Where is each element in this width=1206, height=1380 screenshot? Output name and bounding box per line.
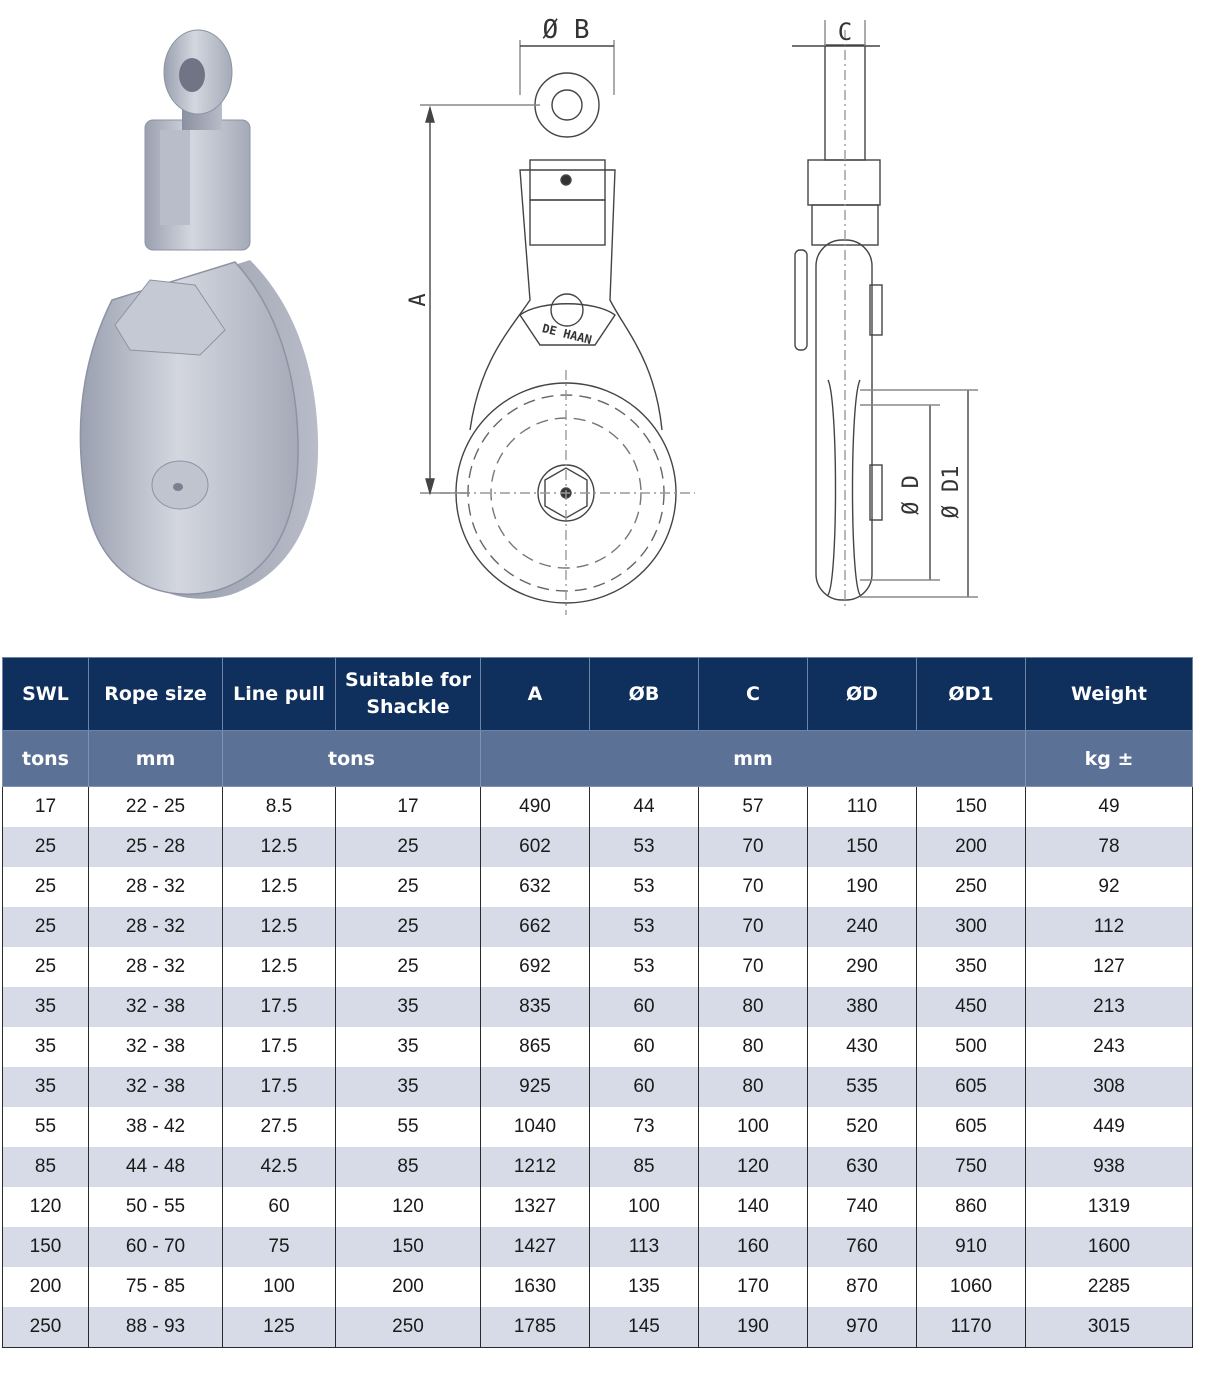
cell-line-pull: 17.5 (223, 987, 336, 1027)
cell-line-pull: 60 (223, 1187, 336, 1227)
cell-swl: 25 (3, 827, 89, 867)
cell-c: 100 (699, 1107, 808, 1147)
cell-swl: 35 (3, 987, 89, 1027)
cell-swl: 120 (3, 1187, 89, 1227)
cell-a: 835 (481, 987, 590, 1027)
cell-line-pull: 27.5 (223, 1107, 336, 1147)
cell-a: 1327 (481, 1187, 590, 1227)
table-row (3, 987, 1193, 1027)
cell-line-pull: 17.5 (223, 1027, 336, 1067)
cell-b: 85 (590, 1147, 699, 1187)
cell-d1: 150 (917, 787, 1026, 828)
cell-swl: 200 (3, 1267, 89, 1307)
cell-d1: 250 (917, 867, 1026, 907)
cell-d1: 200 (917, 827, 1026, 867)
cell-suitable-shackle: 25 (336, 827, 481, 867)
cell-rope-size: 38 - 42 (89, 1107, 223, 1147)
cell-b: 113 (590, 1227, 699, 1267)
specification-table (2, 657, 1193, 1348)
snatch-block-render (80, 30, 318, 599)
cell-weight: 92 (1026, 867, 1193, 907)
cell-c: 70 (699, 907, 808, 947)
cell-c: 80 (699, 1067, 808, 1107)
cell-rope-size: 28 - 32 (89, 867, 223, 907)
cell-a: 1785 (481, 1307, 590, 1348)
table-row (3, 1027, 1193, 1067)
dimension-label-d: Ø D (899, 475, 924, 515)
cell-a: 1427 (481, 1227, 590, 1267)
cell-suitable-shackle: 25 (336, 867, 481, 907)
cell-c: 140 (699, 1187, 808, 1227)
cell-c: 70 (699, 867, 808, 907)
cell-weight: 449 (1026, 1107, 1193, 1147)
cell-suitable-shackle: 17 (336, 787, 481, 828)
cell-weight: 1600 (1026, 1227, 1193, 1267)
cell-a: 490 (481, 787, 590, 828)
cell-c: 70 (699, 947, 808, 987)
cell-suitable-shackle: 25 (336, 907, 481, 947)
cell-rope-size: 44 - 48 (89, 1147, 223, 1187)
cell-weight: 2285 (1026, 1267, 1193, 1307)
cell-swl: 25 (3, 947, 89, 987)
cell-rope-size: 28 - 32 (89, 907, 223, 947)
table-row (3, 1067, 1193, 1107)
cell-d: 535 (808, 1067, 917, 1107)
cell-d1: 910 (917, 1227, 1026, 1267)
cell-weight: 49 (1026, 787, 1193, 828)
cell-swl: 55 (3, 1107, 89, 1147)
cell-d: 740 (808, 1187, 917, 1227)
cell-d: 150 (808, 827, 917, 867)
cell-line-pull: 12.5 (223, 907, 336, 947)
cell-d1: 450 (917, 987, 1026, 1027)
cell-c: 80 (699, 987, 808, 1027)
table-row (3, 1147, 1193, 1187)
cell-rope-size: 50 - 55 (89, 1187, 223, 1227)
table-row (3, 907, 1193, 947)
cell-a: 1630 (481, 1267, 590, 1307)
table-row (3, 1227, 1193, 1267)
cell-suitable-shackle: 150 (336, 1227, 481, 1267)
cell-d1: 860 (917, 1187, 1026, 1227)
cell-rope-size: 22 - 25 (89, 787, 223, 828)
cell-b: 145 (590, 1307, 699, 1348)
col-rope-size: Rope size (89, 658, 223, 731)
cell-d1: 350 (917, 947, 1026, 987)
product-drawings (0, 0, 1206, 640)
table-row (3, 867, 1193, 907)
cell-suitable-shackle: 55 (336, 1107, 481, 1147)
cell-suitable-shackle: 35 (336, 987, 481, 1027)
cell-d1: 1060 (917, 1267, 1026, 1307)
cell-b: 60 (590, 987, 699, 1027)
col-c: C (699, 658, 808, 731)
table-row (3, 947, 1193, 987)
col-d1: ØD1 (917, 658, 1026, 731)
cell-b: 53 (590, 907, 699, 947)
table-row (3, 827, 1193, 867)
cell-line-pull: 100 (223, 1267, 336, 1307)
cell-d: 870 (808, 1267, 917, 1307)
table-row (3, 1107, 1193, 1147)
cell-b: 100 (590, 1187, 699, 1227)
unit-rope-size: mm (89, 731, 223, 787)
cell-weight: 1319 (1026, 1187, 1193, 1227)
cell-a: 662 (481, 907, 590, 947)
cell-line-pull: 75 (223, 1227, 336, 1267)
cell-a: 1212 (481, 1147, 590, 1187)
cell-d1: 500 (917, 1027, 1026, 1067)
cell-a: 865 (481, 1027, 590, 1067)
cell-swl: 85 (3, 1147, 89, 1187)
cell-a: 692 (481, 947, 590, 987)
cell-line-pull: 12.5 (223, 947, 336, 987)
cell-c: 160 (699, 1227, 808, 1267)
unit-swl: tons (3, 731, 89, 787)
cell-suitable-shackle: 35 (336, 1067, 481, 1107)
cell-weight: 938 (1026, 1147, 1193, 1187)
cell-c: 80 (699, 1027, 808, 1067)
table-row (3, 1267, 1193, 1307)
table-row (3, 1187, 1193, 1227)
cell-b: 60 (590, 1067, 699, 1107)
cell-suitable-shackle: 85 (336, 1147, 481, 1187)
cell-suitable-shackle: 120 (336, 1187, 481, 1227)
cell-c: 120 (699, 1147, 808, 1187)
cell-b: 53 (590, 867, 699, 907)
cell-weight: 127 (1026, 947, 1193, 987)
cell-swl: 25 (3, 907, 89, 947)
cell-swl: 35 (3, 1067, 89, 1107)
cell-weight: 308 (1026, 1067, 1193, 1107)
cell-rope-size: 75 - 85 (89, 1267, 223, 1307)
cell-d: 290 (808, 947, 917, 987)
cell-swl: 17 (3, 787, 89, 828)
cell-d1: 750 (917, 1147, 1026, 1187)
cell-a: 602 (481, 827, 590, 867)
cell-d1: 605 (917, 1107, 1026, 1147)
cell-b: 60 (590, 1027, 699, 1067)
cell-rope-size: 32 - 38 (89, 1067, 223, 1107)
cell-c: 57 (699, 787, 808, 828)
table-row (3, 787, 1193, 828)
cell-d1: 605 (917, 1067, 1026, 1107)
unit-weight: kg ± (1026, 731, 1193, 787)
col-a: A (481, 658, 590, 731)
cell-weight: 3015 (1026, 1307, 1193, 1348)
cell-a: 1040 (481, 1107, 590, 1147)
cell-line-pull: 125 (223, 1307, 336, 1348)
cell-rope-size: 88 - 93 (89, 1307, 223, 1348)
dimension-label-d1: Ø D1 (939, 465, 964, 519)
cell-suitable-shackle: 35 (336, 1027, 481, 1067)
col-suitable-shackle: Suitable for Shackle (336, 658, 481, 731)
cell-d: 430 (808, 1027, 917, 1067)
cell-a: 925 (481, 1067, 590, 1107)
cell-line-pull: 42.5 (223, 1147, 336, 1187)
side-view-drawing (792, 20, 978, 610)
cell-suitable-shackle: 200 (336, 1267, 481, 1307)
dimension-label-b: Ø B (542, 15, 590, 45)
cell-d: 630 (808, 1147, 917, 1187)
cell-swl: 150 (3, 1227, 89, 1267)
cell-d: 970 (808, 1307, 917, 1348)
col-line-pull: Line pull (223, 658, 336, 731)
brand-mark: DE HAAN (540, 321, 594, 348)
cell-rope-size: 60 - 70 (89, 1227, 223, 1267)
cell-weight: 243 (1026, 1027, 1193, 1067)
dimension-label-c: C (837, 18, 853, 46)
cell-suitable-shackle: 250 (336, 1307, 481, 1348)
cell-b: 73 (590, 1107, 699, 1147)
table-row (3, 1307, 1193, 1348)
col-swl: SWL (3, 658, 89, 731)
cell-swl: 25 (3, 867, 89, 907)
col-weight: Weight (1026, 658, 1193, 731)
cell-b: 53 (590, 827, 699, 867)
col-b: ØB (590, 658, 699, 731)
cell-line-pull: 12.5 (223, 827, 336, 867)
cell-line-pull: 12.5 (223, 867, 336, 907)
cell-rope-size: 25 - 28 (89, 827, 223, 867)
cell-c: 170 (699, 1267, 808, 1307)
col-d: ØD (808, 658, 917, 731)
unit-line-pull: tons (223, 731, 481, 787)
cell-b: 135 (590, 1267, 699, 1307)
cell-suitable-shackle: 25 (336, 947, 481, 987)
cell-a: 632 (481, 867, 590, 907)
cell-weight: 78 (1026, 827, 1193, 867)
cell-line-pull: 17.5 (223, 1067, 336, 1107)
unit-dimensions: mm (481, 731, 1026, 787)
cell-line-pull: 8.5 (223, 787, 336, 828)
cell-c: 70 (699, 827, 808, 867)
cell-rope-size: 32 - 38 (89, 987, 223, 1027)
cell-swl: 250 (3, 1307, 89, 1348)
cell-b: 44 (590, 787, 699, 828)
units-row (3, 731, 1193, 787)
cell-d: 380 (808, 987, 917, 1027)
cell-swl: 35 (3, 1027, 89, 1067)
cell-d: 240 (808, 907, 917, 947)
cell-rope-size: 32 - 38 (89, 1027, 223, 1067)
cell-c: 190 (699, 1307, 808, 1348)
cell-weight: 213 (1026, 987, 1193, 1027)
cell-d: 520 (808, 1107, 917, 1147)
cell-d: 760 (808, 1227, 917, 1267)
cell-d1: 1170 (917, 1307, 1026, 1348)
cell-rope-size: 28 - 32 (89, 947, 223, 987)
dimension-label-a: A (406, 293, 431, 307)
cell-b: 53 (590, 947, 699, 987)
header-row (3, 658, 1193, 731)
cell-d1: 300 (917, 907, 1026, 947)
cell-d: 190 (808, 867, 917, 907)
cell-weight: 112 (1026, 907, 1193, 947)
cell-d: 110 (808, 787, 917, 828)
